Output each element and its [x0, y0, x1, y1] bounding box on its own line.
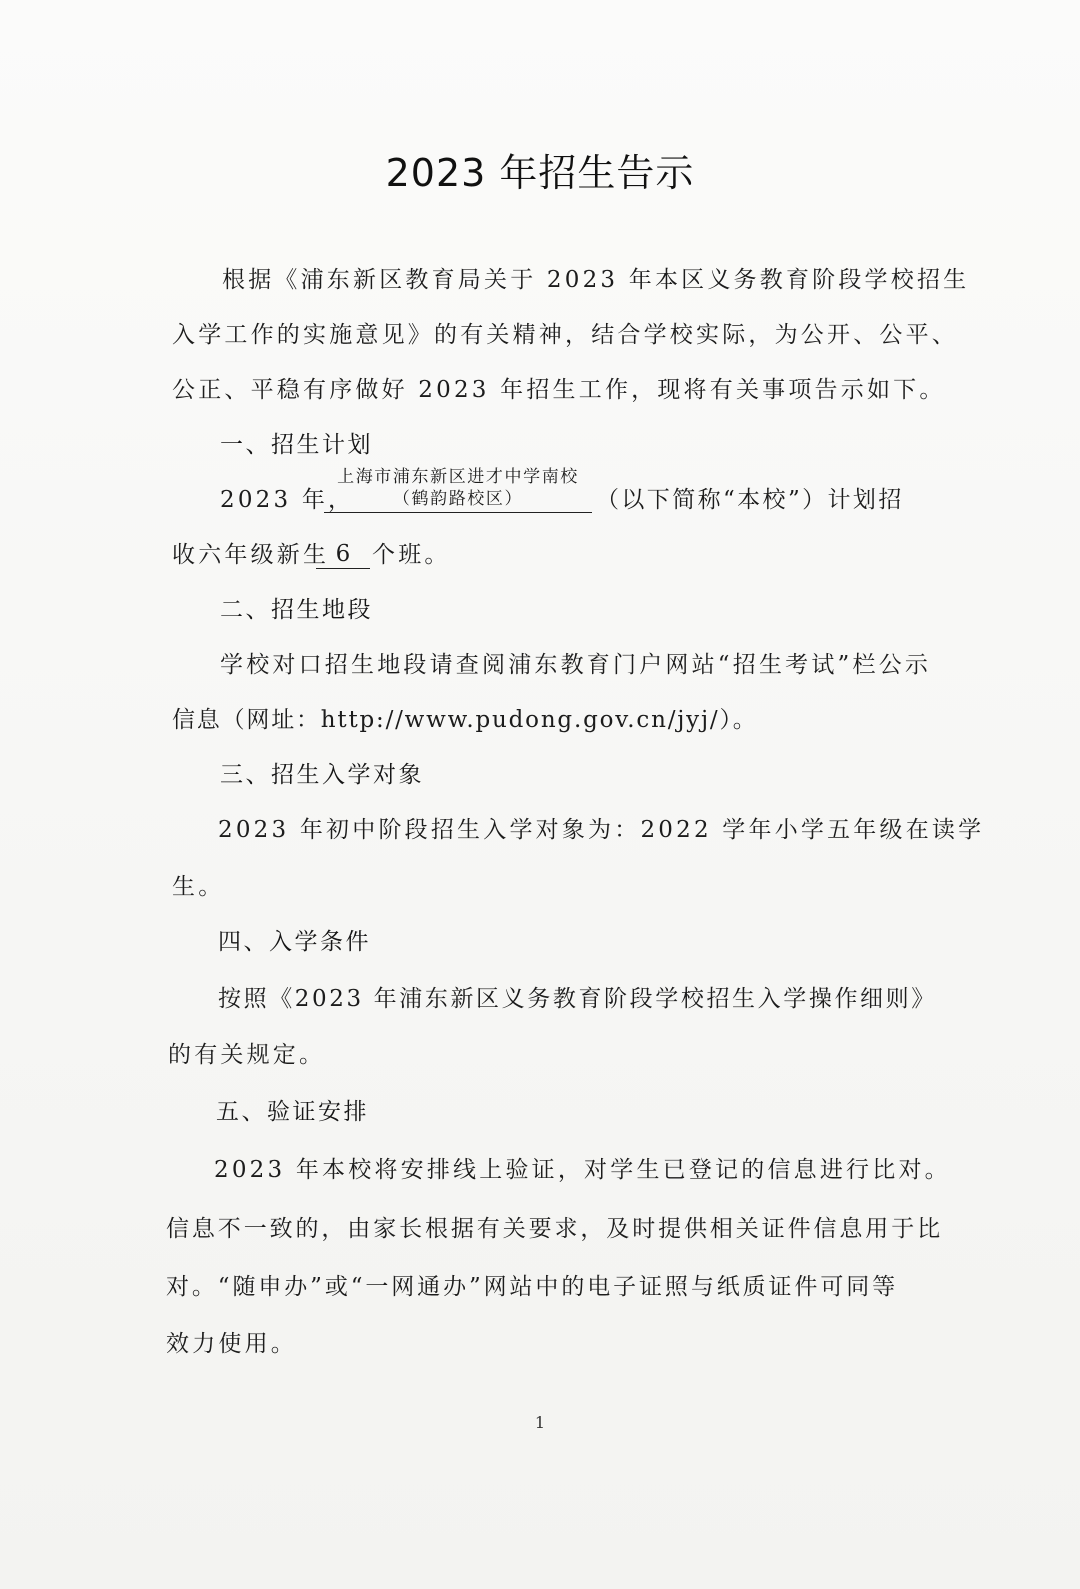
section-plan-heading: 一、招生计划	[220, 432, 373, 458]
intro-line-1: 根据《浦东新区教育局关于 2023 年本区义务教育阶段学校招生	[222, 267, 970, 293]
section-verification-heading: 五、验证安排	[216, 1099, 369, 1125]
document-title: 2023 年招生告示	[385, 151, 695, 195]
target-line-2: 生。	[172, 874, 225, 900]
section-district-heading: 二、招生地段	[220, 597, 373, 623]
class-count-blank: 6	[316, 540, 370, 569]
school-name-line2: （鹤韵路校区）	[392, 489, 524, 509]
page-number: 1	[534, 1413, 546, 1432]
school-name-line1: 上海市浦东新区进才中学南校	[337, 467, 579, 487]
conditions-line-2: 的有关规定。	[168, 1042, 326, 1068]
verification-line-3: 对。“随申办”或“一网通办”网站中的电子证照与纸质证件可同等	[166, 1274, 899, 1300]
district-line-2: 信息（网址：http://www.pudong.gov.cn/jyj/）。	[172, 707, 758, 733]
verification-line-4: 效力使用。	[166, 1331, 297, 1357]
verification-line-1: 2023 年本校将安排线上验证，对学生已登记的信息进行比对。	[214, 1157, 951, 1183]
plan-line2-prefix: 收六年级新生	[172, 542, 330, 568]
target-line-1: 2023 年初中阶段招生入学对象为：2022 学年小学五年级在读学	[218, 817, 985, 843]
verification-line-2: 信息不一致的，由家长根据有关要求，及时提供相关证件信息用于比	[166, 1216, 943, 1242]
intro-line-3: 公正、平稳有序做好 2023 年招生工作，现将有关事项告示如下。	[172, 377, 946, 403]
district-line-1: 学校对口招生地段请查阅浦东教育门户网站“招生考试”栏公示	[220, 652, 932, 678]
plan-line1-prefix: 2023 年，	[220, 487, 355, 513]
school-name-blank	[324, 466, 592, 513]
plan-line2-suffix: 个班。	[372, 542, 451, 568]
section-target-heading: 三、招生入学对象	[220, 762, 424, 788]
conditions-line-1: 按照《2023 年浦东新区义务教育阶段学校招生入学操作细则》	[218, 986, 937, 1012]
intro-line-2: 入学工作的实施意见》的有关精神，结合学校实际，为公开、公平、	[172, 322, 958, 348]
section-conditions-heading: 四、入学条件	[218, 929, 371, 955]
plan-line1-suffix: （以下简称“本校”）计划招	[596, 487, 904, 513]
